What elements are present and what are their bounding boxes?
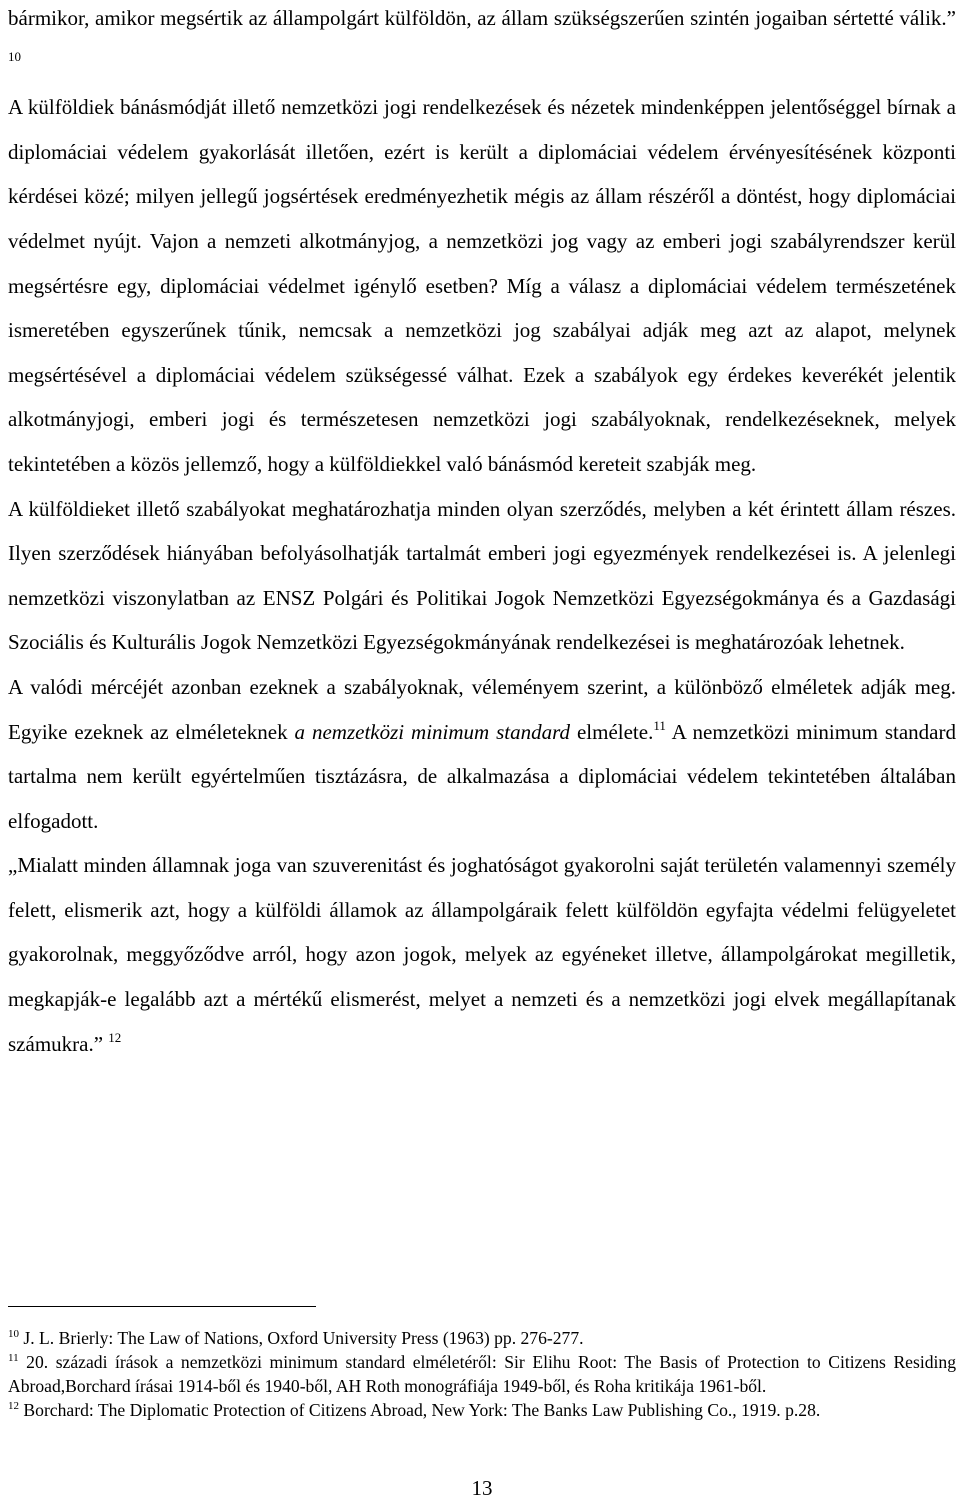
paragraph-1-text: bármikor, amikor megsértik az állampolgárt külföldön, az állam szükségszerűen szintén jogaiban sértetté válik.” [8, 6, 956, 30]
footnote-ref-12: 12 [108, 1029, 122, 1045]
paragraph-1 [8, 0, 956, 85]
paragraph-4-text-a: A valódi mércéjét azonban ezeknek a szabályoknak, véleményem szerint, a különböző elméletek adják meg. Egyike ezeknek az elméleteknek [8, 674, 956, 744]
footnote-number: 11 [8, 1352, 19, 1364]
footnote-separator [8, 1306, 316, 1307]
footnote-10 [8, 1326, 956, 1350]
body-text [8, 0, 956, 1066]
footnote-ref-11: 11 [653, 717, 666, 733]
footnote-text: 20. századi írások a nemzetközi minimum standard elméletéről: Sir Elihu Root: The Basis of Protection to Citizens Residing Abroad,Borchard írásai 1914-ből és 1940-ből, AH Roth monográfiája 1949-ből, és Roha kritikája 1961-ből. [8, 1352, 956, 1396]
paragraph-2-text: A külföldiek bánásmódját illető nemzetközi jogi rendelkezések és nézetek mindenképpen jelentőséggel bírnak a diplomáciai védelem gyakorlását illetően, ezért is került a diplomáciai védelem érvényesítésének központi kérdései közé; milyen jellegű jogsértések eredményezhetik mégis az állam részéről a döntést, hogy diplomáciai védelmet nyújt. Vajon a nemzeti alkotmányjog, a nemzetközi jog vagy az emberi jogi szabályrendszer kerül megsértésre egy, diplomáciai védelmet igénylő esetben? Míg a válasz a diplomáciai védelem természetének ismeretében egyszerűnek tűnik, nemcsak a nemzetközi jog szabályai adják meg azt az alapot, melynek megsértésével a diplomáciai védelem szükségessé válhat. Ezek a szabályok egy érdekes keverékét jelentik alkotmányjogi, emberi jogi és természetesen nemzetközi jogi szabályoknak, rendelkezéseknek, melyek tekintetében a közös jellemző, hogy a külföldiekkel való bánásmód kereteit szabják meg. [8, 95, 956, 476]
paragraph-4-text-b: elmélete. [576, 719, 654, 744]
footnote-12 [8, 1398, 956, 1422]
page-number: 13 [471, 1476, 493, 1500]
footnote-text: Borchard: The Diplomatic Protection of Citizens Abroad, New York: The Banks Law Publishing Co., 1919. p.28. [23, 1400, 821, 1420]
paragraph-4-italic: a nemzetközi minimum standard [294, 719, 571, 744]
paragraph-3-text: A külföldieket illető szabályokat meghatározhatja minden olyan szerződés, melyben a két érintett állam részes. Ilyen szerződések hiányában befolyásolhatják tartalmát emberi jogi egyezmények rendelkezései is. A jelenlegi nemzetközi viszonylatban az ENSZ Polgári és Politikai Jogok Nemzetközi Egyezségokmánya és a Gazdasági Szociális és Kulturális Jogok Nemzetközi Egyezségokmányának rendelkezései is meghatározóak lehetnek. [8, 496, 956, 655]
paragraph-4 [8, 665, 956, 843]
footnote-number: 12 [8, 1400, 19, 1412]
footnote-text: J. L. Brierly: The Law of Nations, Oxford University Press (1963) pp. 276-277. [23, 1328, 584, 1348]
paragraph-4-text-c: A nemzetközi minimum standard tartalma nem került egyértelműen tisztázásra, de alkalmazása a diplomáciai védelem tekintetében általában elfogadott. [8, 719, 956, 833]
paragraph-5-quote [8, 843, 956, 1066]
paragraph-5-text: „Mialatt minden államnak joga van szuverenitást és joghatóságot gyakorolni saját területén valamennyi személy felett, elismerik azt, hogy a külföldi államok az állampolgáraik felett külföldön egyfajta védelmi felügyeletet gyakorolnak, meggyőződve arról, hogy azon jogok, melyek az egyéneket illetve, állampolgárokat megilletik, megkapják-e legalább azt a mértékű elismerést, melyet a nemzeti és a nemzetközi jogi elvek megállapítanak számukra.” [8, 853, 956, 1056]
footnotes [8, 1326, 956, 1422]
paragraph-3 [8, 487, 956, 665]
footnote-ref-10: 10 [8, 48, 21, 64]
footnote-number: 10 [8, 1328, 19, 1340]
document-page [8, 0, 956, 1500]
paragraph-2 [8, 85, 956, 486]
footnote-11 [8, 1350, 956, 1398]
